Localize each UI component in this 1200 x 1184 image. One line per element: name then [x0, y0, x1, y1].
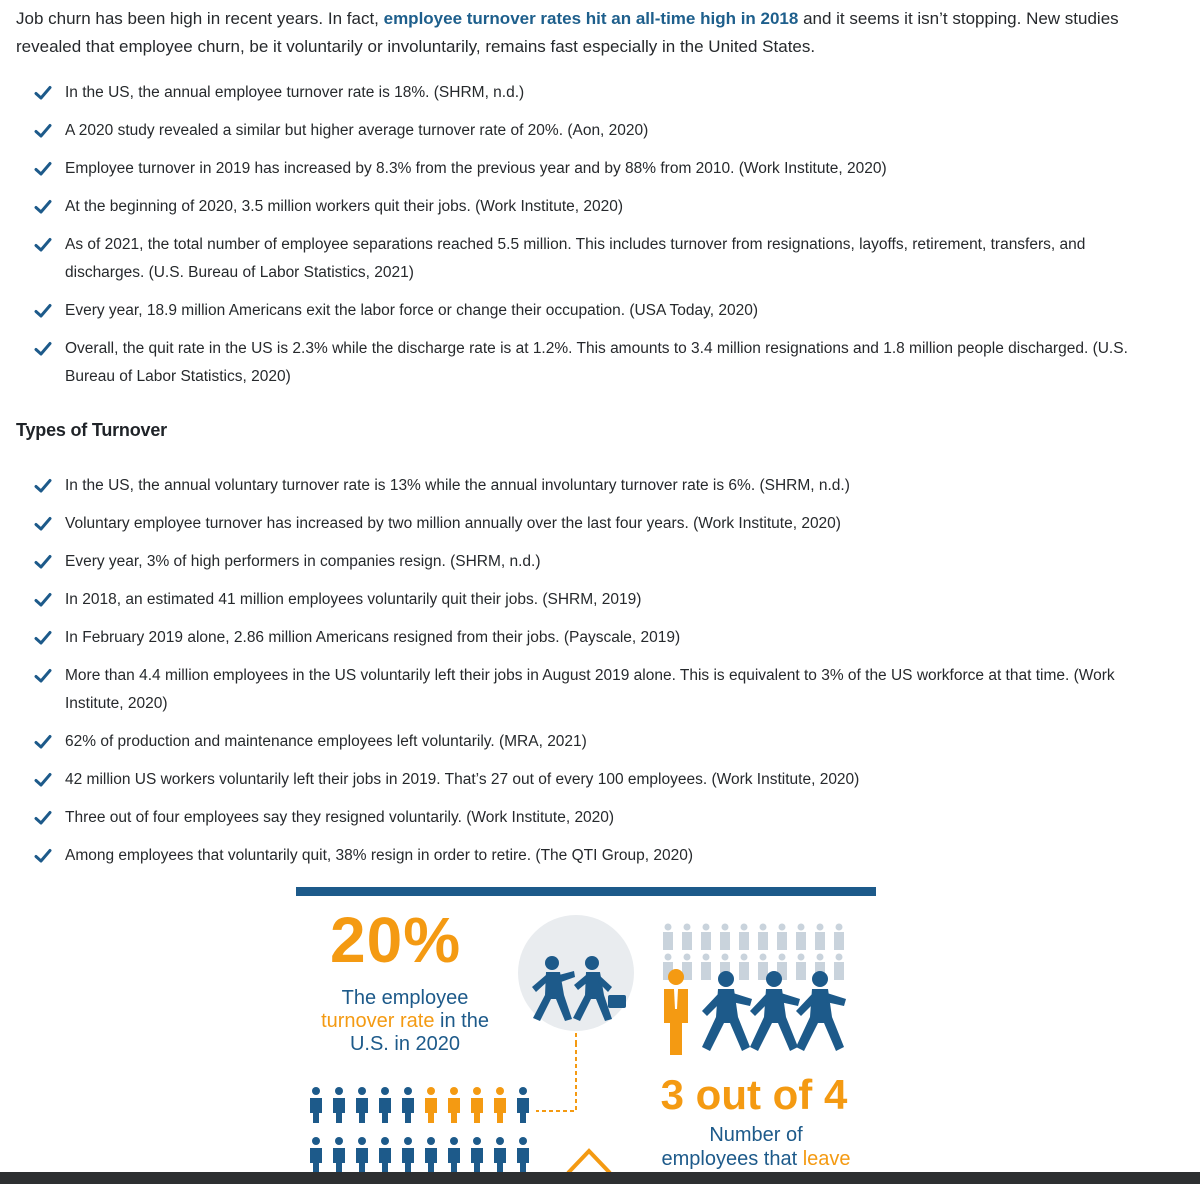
standing-person-icon [664, 969, 688, 1055]
check-icon [34, 629, 52, 647]
faded-person-icon [796, 954, 806, 981]
infographic-top-bar [296, 887, 876, 896]
person-icon [425, 1087, 437, 1123]
bottom-bar [0, 1172, 1200, 1184]
list-item-text: In the US, the annual voluntary turnover rate is 13% while the annual involuntary turnover rate is 6%. (SHRM, n.d.) [65, 477, 850, 494]
check-icon [34, 160, 52, 178]
list-item [34, 510, 1144, 538]
check-icon [34, 340, 52, 358]
faded-person-icon [758, 924, 768, 951]
turnover-infographic [296, 887, 876, 1177]
check-icon [34, 591, 52, 609]
check-icon [34, 515, 52, 533]
person-icon [379, 1087, 391, 1123]
faded-person-icon [777, 924, 787, 951]
intro-text-after: and it seems it isn’t stopping. New studies revealed that employee churn, be it voluntarily or involuntarily, remains fast especially in the United States. [16, 9, 1119, 56]
list-item [34, 766, 1144, 794]
turnover-rate-caption [302, 987, 508, 1056]
list-item-text: Overall, the quit rate in the US is 2.3% while the discharge rate is at 1.2%. This amounts to 3.4 million resignations and 1.8 million people discharged. (U.S. Bureau of Labor Statistics, 2020) [65, 340, 1128, 385]
list-item-text: As of 2021, the total number of employee separations reached 5.5 million. This includes turnover from resignations, layoffs, retirement, transfers, and discharges. (U.S. Bureau of Labor Statistics, 2021) [65, 236, 1086, 281]
section-heading: Types of Turnover [16, 420, 167, 440]
caption1-after: in the [434, 1010, 489, 1032]
person-icon [310, 1087, 322, 1123]
person-icon [402, 1087, 414, 1123]
list-item [34, 662, 1144, 718]
person-icon [402, 1137, 414, 1173]
person-icon [356, 1087, 368, 1123]
check-icon [34, 553, 52, 571]
faded-person-icon [796, 924, 806, 951]
list-item [34, 804, 1144, 832]
turnover-types-list [34, 472, 1144, 880]
person-icon [333, 1087, 345, 1123]
check-icon [34, 847, 52, 865]
check-icon [34, 122, 52, 140]
walking-businessmen-icon [518, 915, 638, 1045]
faded-person-icon [720, 924, 730, 951]
caption2-line1: Number of [709, 1124, 803, 1146]
faded-person-icon [739, 954, 749, 981]
caption2-line2 [626, 1147, 886, 1171]
caption1-line1: The employee [341, 987, 469, 1009]
list-item-text: At the beginning of 2020, 3.5 million workers quit their jobs. (Work Institute, 2020) [65, 198, 624, 215]
list-item [34, 472, 1144, 500]
list-item-text: Among employees that voluntarily quit, 38% resign in order to retire. (The QTI Group, 2020) [65, 847, 694, 864]
faded-person-icon [834, 924, 844, 951]
person-icon [333, 1137, 345, 1173]
person-icon [448, 1137, 460, 1173]
person-icon [471, 1137, 483, 1173]
person-icon [448, 1087, 460, 1123]
person-icon [356, 1137, 368, 1173]
list-item [34, 193, 1144, 221]
list-item-text: Every year, 3% of high performers in companies resign. (SHRM, n.d.) [65, 553, 541, 570]
check-icon [34, 733, 52, 751]
check-icon [34, 809, 52, 827]
faded-person-icon [682, 924, 692, 951]
list-item [34, 548, 1144, 576]
walking-businessman-icon [750, 971, 800, 1051]
intro-text-before: Job churn has been high in recent years. In fact, [16, 9, 384, 28]
turnover-rate-stat: 20% [330, 904, 462, 976]
check-icon [34, 667, 52, 685]
list-item-text: Voluntary employee turnover has increased by two million annually over the last four years. (Work Institute, 2020) [65, 515, 841, 532]
faded-person-icon [834, 954, 844, 981]
list-item-text: Employee turnover in 2019 has increased by 8.3% from the previous year and by 88% from 2010. (Work Institute, 2020) [65, 160, 887, 177]
intro-paragraph [16, 5, 1186, 61]
check-icon [34, 198, 52, 216]
caption2-orange: leave [802, 1148, 851, 1170]
list-item [34, 842, 1144, 870]
list-item-text: 62% of production and maintenance employees left voluntarily. (MRA, 2021) [65, 733, 587, 750]
list-item [34, 117, 1144, 145]
list-item-text: 42 million US workers voluntarily left their jobs in 2019. That’s 27 out of every 100 employees. (Work Institute, 2020) [65, 771, 860, 788]
faded-person-icon [663, 924, 673, 951]
list-item-text: In 2018, an estimated 41 million employees voluntarily quit their jobs. (SHRM, 2019) [65, 591, 642, 608]
list-item [34, 624, 1144, 652]
list-item [34, 79, 1144, 107]
list-item [34, 231, 1144, 287]
faded-person-icon [815, 924, 825, 951]
list-item [34, 155, 1144, 183]
walking-businessman-icon [796, 971, 846, 1051]
check-icon [34, 302, 52, 320]
faded-person-icon [739, 924, 749, 951]
turnover-record-link[interactable]: employee turnover rates hit an all-time high in 2018 [383, 9, 799, 28]
walking-businessman-icon [702, 971, 752, 1051]
list-item [34, 297, 1144, 325]
check-icon [34, 84, 52, 102]
caption1-line2 [302, 1010, 508, 1033]
check-icon [34, 477, 52, 495]
list-item-text: Every year, 18.9 million Americans exit the labor force or change their occupation. (USA Today, 2020) [65, 302, 758, 319]
person-icon [425, 1137, 437, 1173]
list-item-text: In February 2019 alone, 2.86 million Americans resigned from their jobs. (Payscale, 2019) [65, 629, 681, 646]
check-icon [34, 771, 52, 789]
three-out-of-four-stat: 3 out of 4 [660, 1071, 848, 1118]
person-icon [494, 1087, 506, 1123]
faded-person-icon [758, 954, 768, 981]
person-icon [494, 1137, 506, 1173]
caption1-orange: turnover rate [321, 1010, 435, 1032]
person-icon [517, 1087, 529, 1123]
check-icon [34, 236, 52, 254]
person-icon [310, 1137, 322, 1173]
person-icon [471, 1087, 483, 1123]
list-item-text: More than 4.4 million employees in the US voluntarily left their jobs in August 2019 alone. This is equivalent to 3% of the US workforce at that time. (Work Institute, 2020) [65, 667, 1115, 712]
person-icon [379, 1137, 391, 1173]
faded-person-icon [701, 954, 711, 981]
person-icon [517, 1137, 529, 1173]
list-item-text: A 2020 study revealed a similar but higher average turnover rate of 20%. (Aon, 2020) [65, 122, 649, 139]
caption2-blue: employees that [661, 1148, 803, 1170]
list-item [34, 335, 1144, 391]
people-rows-icon [306, 1085, 546, 1177]
list-item-text: Three out of four employees say they resigned voluntarily. (Work Institute, 2020) [65, 809, 615, 826]
list-item [34, 728, 1144, 756]
employees-leave-caption [626, 1123, 886, 1171]
turnover-stats-list [34, 79, 1144, 401]
list-item-text: In the US, the annual employee turnover rate is 18%. (SHRM, n.d.) [65, 84, 525, 101]
faded-person-icon [701, 924, 711, 951]
people-group-icon [656, 919, 866, 1069]
caption1-line3: U.S. in 2020 [349, 1033, 461, 1055]
list-item [34, 586, 1144, 614]
